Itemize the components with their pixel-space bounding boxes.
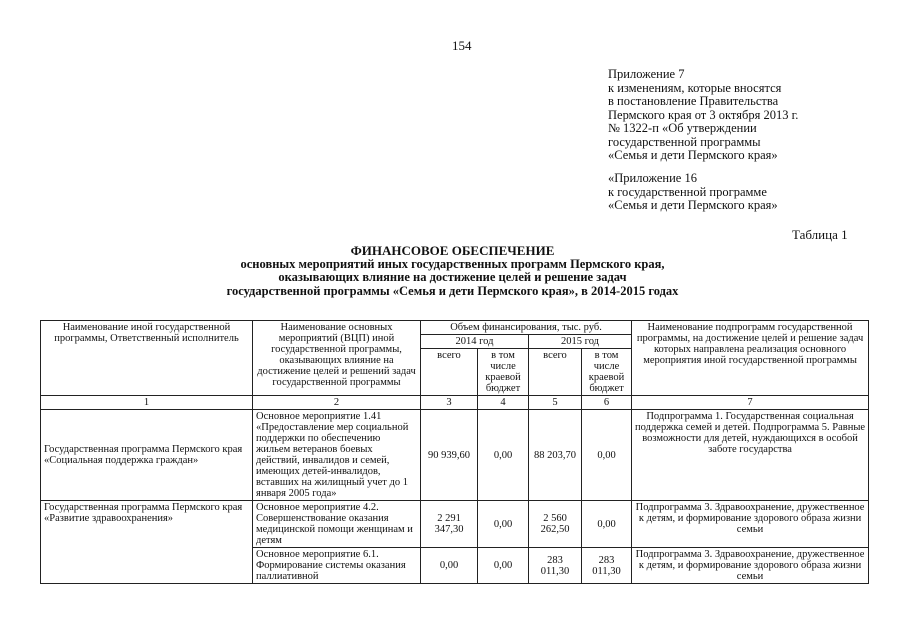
cell-regional-2015: 0,00	[582, 410, 632, 501]
cell-activity: Основное мероприятие 1.41 «Предоставление мер социальной поддержки по обеспечению жильем ветеранов боевых действий, инвалидов и семей, имеющих детей-инвалидов, вставших на жилищный учет до 1 января 2005 года»	[253, 410, 421, 501]
cell-program: Государственная программа Пермского края «Социальная поддержка граждан»	[41, 410, 253, 501]
table-row	[41, 410, 869, 501]
header-year-2014: 2014 год	[421, 335, 529, 349]
header-funding: Объем финансирования, тыс. руб.	[421, 321, 632, 335]
annex-16-block	[608, 172, 778, 213]
column-number: 2	[253, 396, 421, 410]
cell-total-2015: 88 203,70	[529, 410, 582, 501]
cell-program: Государственная программа Пермского края «Развитие здравоохранения»	[41, 501, 253, 584]
header-subprograms: Наименование подпрограмм государственной программы, на достижение целей и решение задач которых направлена реализация основного мероприятия иной государственной программы	[632, 321, 869, 396]
annex-16-line: «Семья и дети Пермского края»	[608, 198, 778, 212]
cell-total-2014: 90 939,60	[421, 410, 478, 501]
cell-activity: Основное мероприятие 4.2. Совершенствование оказания медицинской помощи женщинам и детям	[253, 501, 421, 548]
cell-total-2014: 0,00	[421, 548, 478, 584]
column-number: 7	[632, 396, 869, 410]
cell-subprograms: Подпрограмма 3. Здравоохранение, дружественное к детям, и формирование здорового образа жизни семьи	[632, 501, 869, 548]
annex-7-line: «Семья и дети Пермского края»	[608, 148, 778, 162]
title-line: государственной программы «Семья и дети Пермского края», в 2014-2015 годах	[226, 283, 679, 298]
annex-16-line: «Приложение 16	[608, 171, 697, 185]
annex-7-block	[608, 68, 798, 163]
annex-7-line: Приложение 7	[608, 67, 685, 81]
cell-regional-2015: 0,00	[582, 501, 632, 548]
title-line: оказывающих влияние на достижение целей и решение задач	[278, 270, 627, 284]
page-number: 154	[452, 38, 472, 53]
table-label: Таблица 1	[792, 227, 848, 242]
cell-total-2015: 283 011,30	[529, 548, 582, 584]
title-line: основных мероприятий иных государственных программ Пермского края,	[240, 256, 665, 271]
column-number: 4	[478, 396, 529, 410]
column-number-row	[41, 396, 869, 410]
annex-7-line: Пермского края от 3 октября 2013 г.	[608, 107, 799, 122]
header-regional-2014: в том числе краевой бюджет	[478, 349, 529, 396]
column-number: 1	[41, 396, 253, 410]
cell-subprograms: Подпрограмма 1. Государственная социальная поддержка семей и детей. Подпрограмма 5. Равные возможности для детей, нуждающихся в особой заботе государства	[632, 410, 869, 501]
annex-7-line: в постановление Правительства	[608, 94, 779, 108]
cell-regional-2014: 0,00	[478, 501, 529, 548]
header-activity: Наименование основных мероприятий (ВЦП) иной государственной программы, оказывающих влияние на достижение целей и решений задач государственной программы	[253, 321, 421, 396]
table-row	[41, 501, 869, 548]
table-header-row	[41, 321, 869, 335]
cell-regional-2015: 283 011,30	[582, 548, 632, 584]
financing-table	[40, 320, 869, 584]
cell-total-2014: 2 291 347,30	[421, 501, 478, 548]
column-number: 5	[529, 396, 582, 410]
column-number: 6	[582, 396, 632, 410]
column-number: 3	[421, 396, 478, 410]
annex-7-line: государственной программы	[608, 134, 761, 149]
cell-subprograms: Подпрограмма 3. Здравоохранение, дружественное к детям, и формирование здорового образа жизни семьи	[632, 548, 869, 584]
cell-regional-2014: 0,00	[478, 548, 529, 584]
header-regional-2015: в том числе краевой бюджет	[582, 349, 632, 396]
header-total-2015: всего	[529, 349, 582, 396]
cell-activity: Основное мероприятие 6.1. Формирование системы оказания паллиативной	[253, 548, 421, 584]
annex-16-line: к государственной программе	[608, 184, 767, 199]
header-total-2014: всего	[421, 349, 478, 396]
document-title	[0, 244, 905, 298]
title-line: ФИНАНСОВОЕ ОБЕСПЕЧЕНИЕ	[350, 243, 555, 258]
header-program: Наименование иной государственной программы, Ответственный исполнитель	[41, 321, 253, 396]
cell-regional-2014: 0,00	[478, 410, 529, 501]
annex-7-line: к изменениям, которые вносятся	[608, 80, 782, 95]
annex-7-line: № 1322-п «Об утверждении	[608, 121, 757, 135]
cell-total-2015: 2 560 262,50	[529, 501, 582, 548]
header-year-2015: 2015 год	[529, 335, 632, 349]
